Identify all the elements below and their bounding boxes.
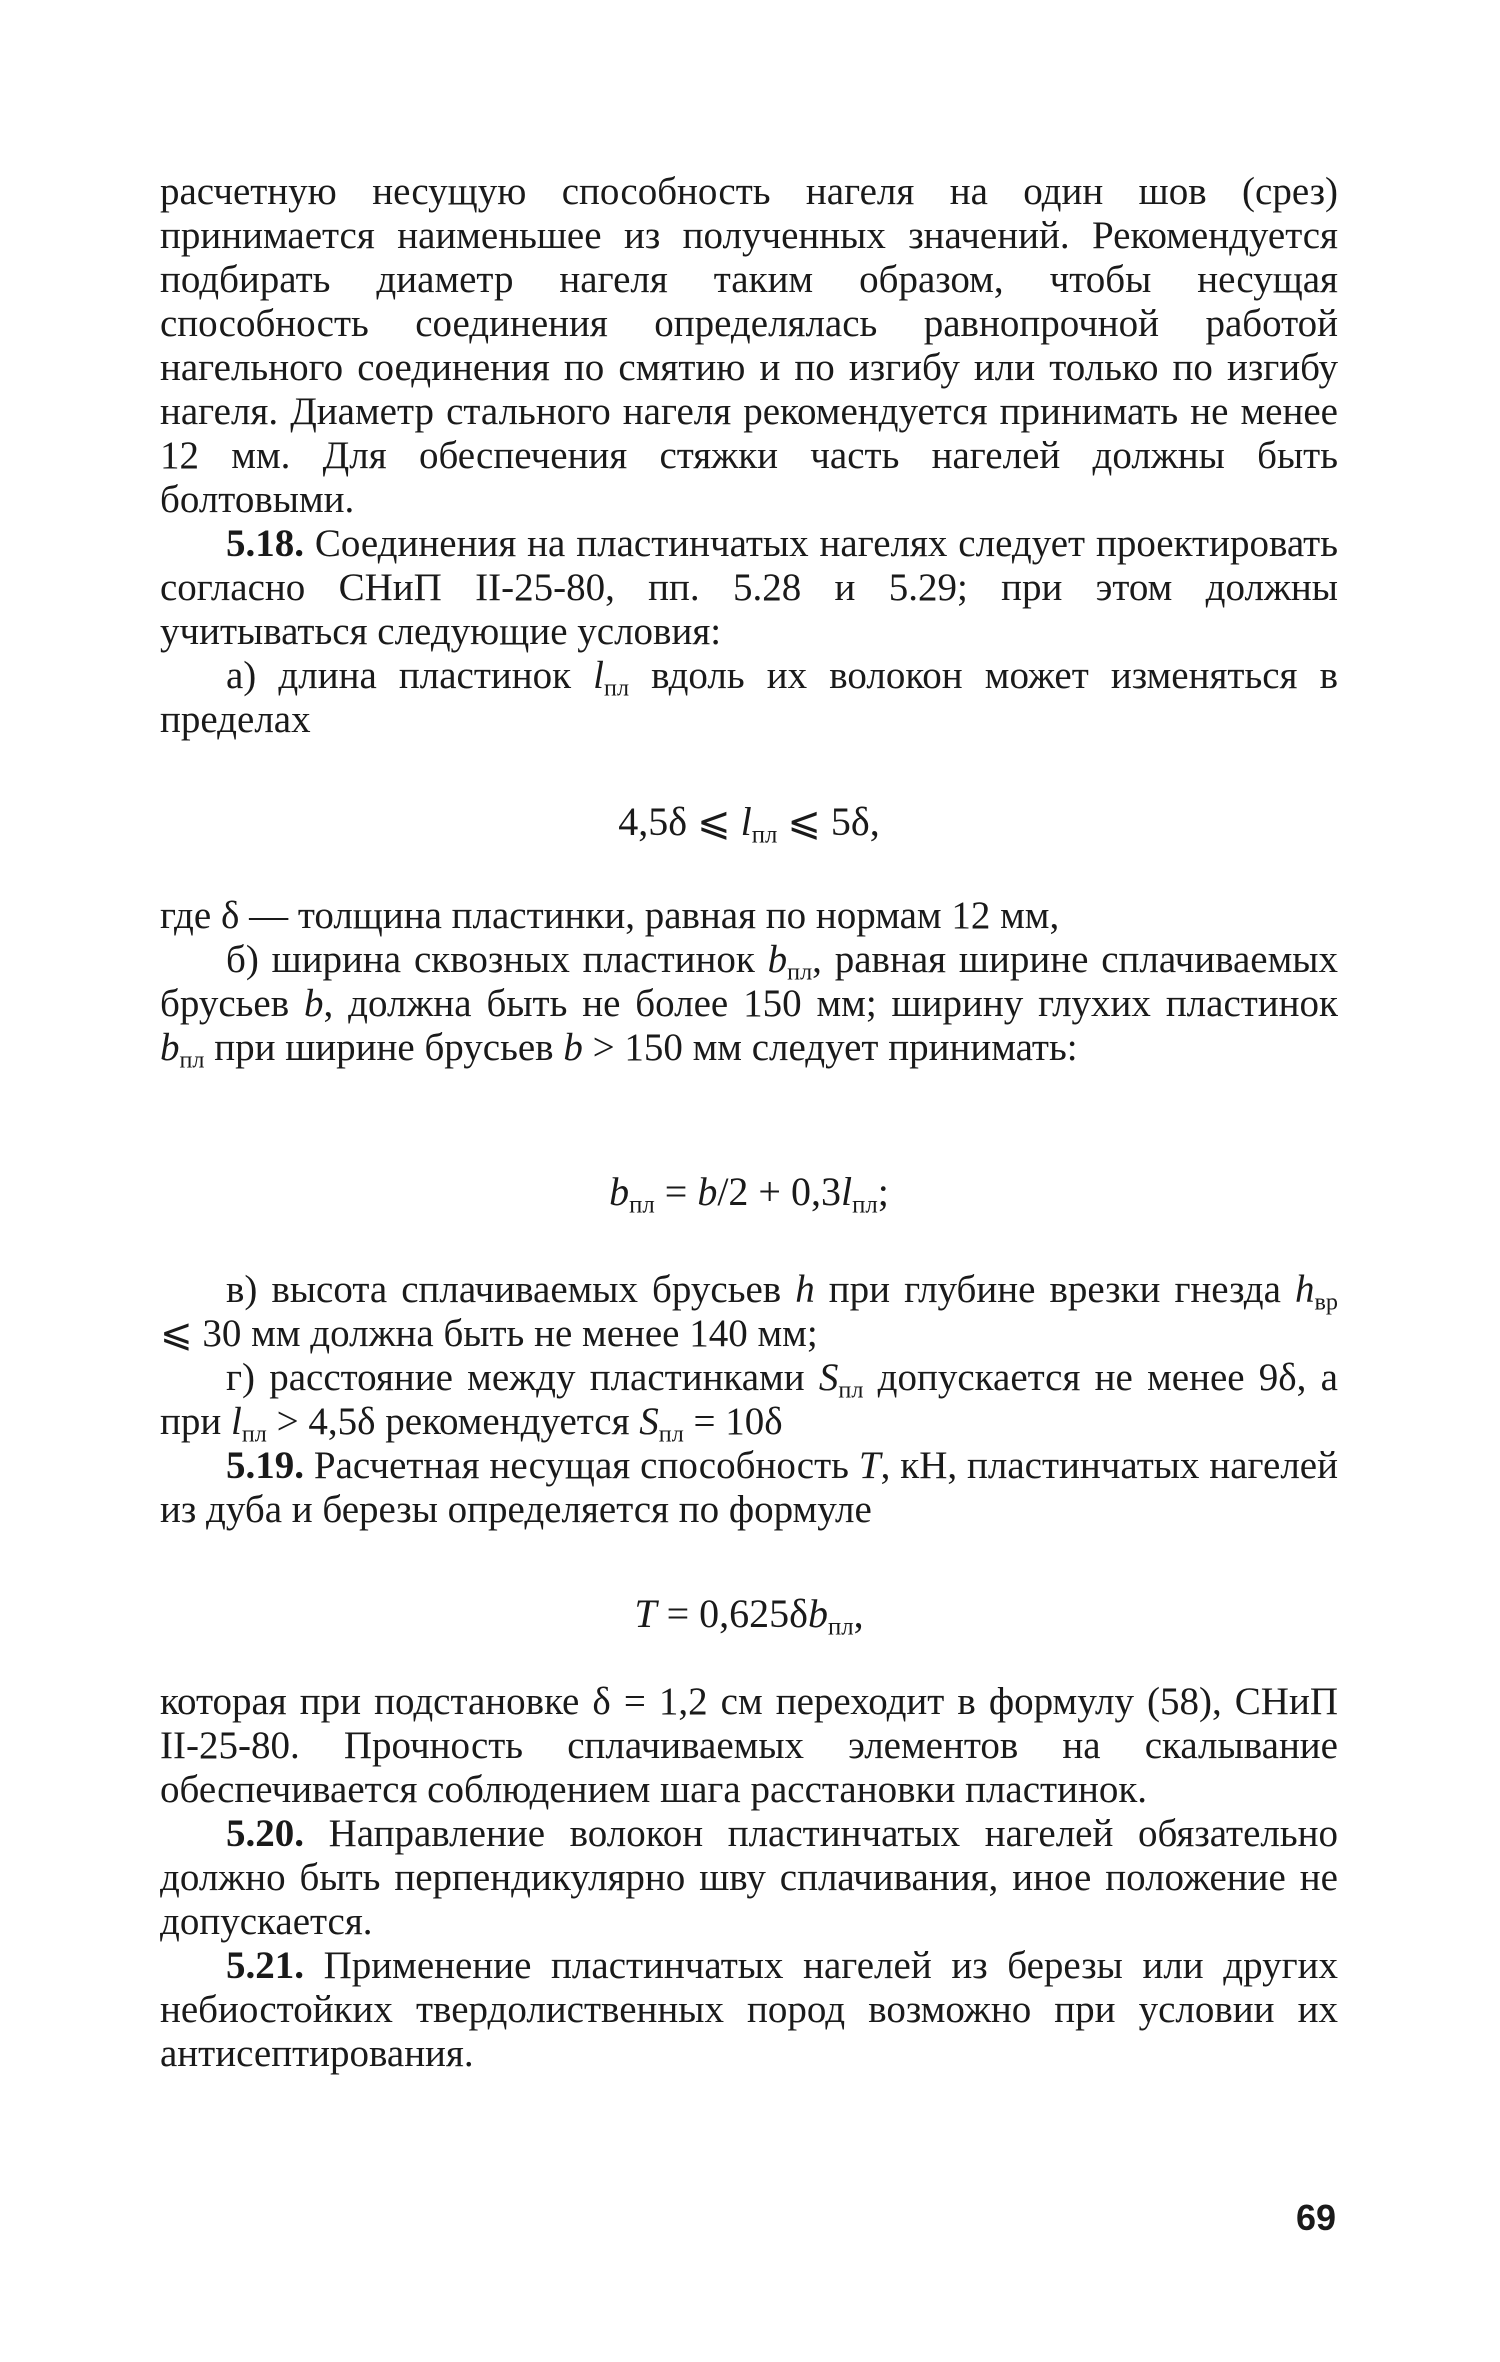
text: Направление волокон пластинчатых нагелей обязательно должно быть перпендикулярно шву сплачивания, иное положение не допускается. [160, 1812, 1338, 1943]
paragraph-5-18 [160, 522, 1338, 654]
formula-part: ; [877, 1169, 889, 1214]
text: при ширине брусьев [204, 1026, 564, 1069]
text: , должна быть не более 150 мм; ширину глухих пластинок [323, 982, 1339, 1025]
formula-subscript: пл [629, 1191, 655, 1219]
formula-subscript: пл [751, 821, 778, 849]
formula-part: = [654, 1169, 698, 1214]
var-b: b [304, 982, 324, 1025]
paragraph-after-formula: которая при подстановке δ = 1,2 см переходит в формулу (58), СНиП II-25-80. Прочность сплачиваемых элементов на скалывание обеспечивается соблюдением шага расстановки пластинок. [160, 1680, 1338, 1811]
text: при глубине врезки гнезда [814, 1268, 1295, 1311]
formula-part: = 0,625δ [656, 1591, 808, 1636]
formula-var: l [740, 799, 752, 844]
text: Применение пластинчатых нагелей из березы или других небиостойких твердолиственных пород возможно при условии их антисептирования. [160, 1944, 1338, 2075]
var-s: S [639, 1400, 659, 1443]
condition-b [160, 938, 1339, 1074]
var-h: h [1295, 1268, 1315, 1311]
text-block-middle [160, 894, 1339, 1074]
text: допускается не менее 9δ, а при [160, 1356, 1338, 1443]
condition-v [160, 1268, 1338, 1356]
section-number-5-20: 5.20. [226, 1812, 304, 1855]
formula-part: 4,5δ ⩽ [618, 799, 741, 844]
var-b: b [563, 1026, 583, 1069]
formula-var: l [840, 1169, 853, 1214]
paragraph-continuation: расчетную несущую способность нагеля на один шов (срез) принимается наименьшее из полученных значений. Рекомендуется подбирать диаметр нагеля таким образом, чтобы несущая способность соединения определялась равнопрочной работой нагельного соединения по смятию и по изгибу или только по изгибу нагеля. Диаметр стального нагеля рекомендуется принимать не менее 12 мм. Для обеспечения стяжки часть нагелей должны быть болтовыми. [160, 170, 1338, 521]
text: > 150 мм следует принимать: [582, 1026, 1078, 1069]
var-b: b [160, 1026, 180, 1069]
var-l: l [231, 1400, 242, 1443]
subscript-vr: вр [1314, 1288, 1338, 1316]
section-number-5-18: 5.18. [226, 522, 304, 565]
formula-subscript: пл [852, 1191, 878, 1219]
text: , кН, пластинчатых нагелей из дуба и березы определяется по формуле [160, 1444, 1338, 1531]
text-block-conditions [160, 1268, 1338, 1532]
text-block-top [160, 170, 1338, 742]
text: в) высота сплачиваемых брусьев [226, 1268, 796, 1311]
condition-a [160, 654, 1338, 742]
formula-plate-length [160, 798, 1338, 849]
paragraph-5-19 [160, 1444, 1338, 1532]
formula-var: T [634, 1591, 657, 1636]
formula-part: /2 + 0,3 [717, 1169, 841, 1214]
paragraph-5-20 [160, 1812, 1338, 1944]
text-block-bottom [160, 1680, 1338, 2076]
condition-g [160, 1356, 1338, 1448]
text: ⩽ 30 мм должна быть не менее 140 мм; [160, 1312, 818, 1355]
section-number-5-21: 5.21. [226, 1944, 304, 1987]
text: = 10δ [683, 1400, 783, 1443]
formula-part: ⩽ 5δ, [777, 799, 880, 844]
text: > 4,5δ рекомендуется [266, 1400, 640, 1443]
var-h: h [795, 1268, 815, 1311]
subscript-pl: пл [179, 1046, 205, 1074]
formula-part: , [853, 1591, 864, 1636]
var-t: T [858, 1444, 881, 1487]
var-l: l [593, 654, 605, 697]
var-s: S [818, 1356, 839, 1399]
section-number-5-19: 5.19. [226, 1444, 304, 1487]
subscript-pl: пл [838, 1376, 864, 1404]
text: , равная ширине сплачиваемых брусьев [160, 938, 1338, 1025]
subscript-pl: пл [241, 1420, 267, 1448]
formula-var: b [808, 1591, 828, 1636]
text: Расчетная несущая способность [304, 1444, 859, 1487]
condition-a-text-end: вдоль их волокон может изменяться в пределах [160, 654, 1338, 741]
formula-plate-width [160, 1168, 1338, 1219]
subscript-pl: пл [658, 1420, 684, 1448]
subscript-pl: пл [604, 674, 630, 702]
paragraph-5-21 [160, 1944, 1338, 2076]
condition-a-text: а) длина пластинок [226, 654, 594, 697]
subscript-pl: пл [787, 958, 813, 986]
var-b: b [767, 938, 788, 981]
text: г) расстояние между пластинками [226, 1356, 819, 1399]
formula-bearing-capacity [160, 1590, 1338, 1641]
delta-definition: где δ — толщина пластинки, равная по нормам 12 мм, [160, 894, 1060, 937]
page-number: 69 [1296, 2197, 1337, 2238]
formula-var: b [609, 1169, 630, 1214]
section-text-5-18: Соединения на пластинчатых нагелях следует проектировать согласно СНиП II-25-80, пп. 5.28 и 5.29; при этом должны учитываться следующие условия: [160, 522, 1338, 653]
text: б) ширина сквозных пластинок [226, 938, 768, 981]
formula-subscript: пл [828, 1613, 854, 1641]
formula-var: b [697, 1169, 718, 1214]
